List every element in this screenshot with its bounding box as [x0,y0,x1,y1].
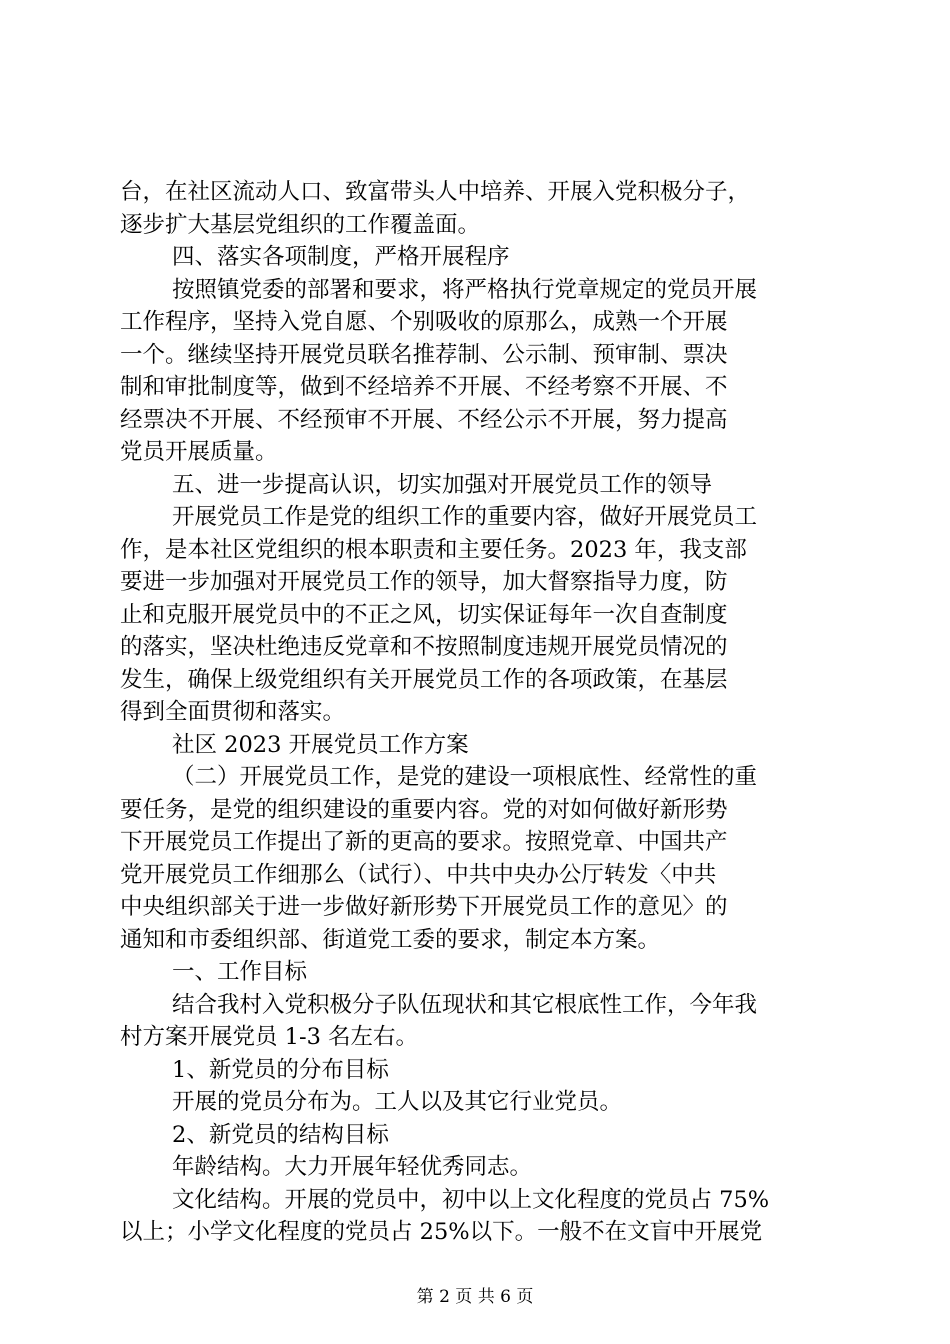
section-heading: 五、进一步提高认识，切实加强对开展党员工作的领导 [172,471,713,498]
text-line: 逐步扩大基层党组织的工作覆盖面。 [120,211,481,238]
text-line: 以上；小学文化程度的党员占 25%以下。一般不在文盲中开展党 [120,1219,763,1245]
text-line: 经票决不开展、不经预审不开展、不经公示不开展，努力提高 [120,406,728,433]
page-number-footer: 第 2 页 共 6 页 [416,1287,534,1307]
text-line: 党开展党员工作细那么（试行）、中共中央办公厅转发〈中共 [120,861,717,888]
text-line: 要进一步加强对开展党员工作的领导，加大督察指导力度，防 [120,569,728,595]
section-heading: 一、工作目标 [172,959,308,985]
text-line: 得到全面贯彻和落实。 [120,699,346,725]
paragraph-start-line: （二）开展党员工作，是党的建设一项根底性、经常性的重 [172,764,758,790]
paragraph-start-line: 开展党员工作是党的组织工作的重要内容，做好开展党员工 [172,504,758,530]
text-line: 发生，确保上级党组织有关开展党员工作的各项政策，在基层 [120,666,728,693]
text-line: 村方案开展党员 1-3 名左右。 [120,1024,419,1050]
paragraph-start-line: 年龄结构。大力开展年轻优秀同志。 [172,1154,533,1180]
paragraph-start-line: 按照镇党委的部署和要求，将严格执行党章规定的党员开展 [172,276,758,303]
text-line: 制和审批制度等，做到不经培养不开展、不经考察不开展、不 [120,374,728,400]
text-line: 党员开展质量。 [120,439,278,465]
text-line: 止和克服开展党员中的不正之风，切实保证每年一次自查制度 [120,601,728,628]
text-line: 要任务，是党的组织建设的重要内容。党的对如何做好新形势 [120,796,728,823]
subsection-heading: 2、新党员的结构目标 [172,1121,389,1148]
text-line: 的落实，坚决杜绝违反党章和不按照制度违规开展党员情况的 [120,634,728,660]
text-line: 台，在社区流动人口、致富带头人中培养、开展入党积极分子， [120,179,751,205]
document-subtitle: 社区 2023 开展党员工作方案 [172,731,469,758]
paragraph-start-line: 结合我村入党积极分子队伍现状和其它根底性工作，今年我 [172,991,758,1018]
paragraph-start-line: 文化结构。开展的党员中，初中以上文化程度的党员占 75% [172,1186,770,1213]
text-line: 下开展党员工作提出了新的更高的要求。按照党章、中国共产 [120,829,728,855]
text-line: 一个。继续坚持开展党员联名推荐制、公示制、预审制、票决 [120,341,728,368]
section-heading: 四、落实各项制度，严格开展程序 [172,244,510,270]
paragraph-start-line: 开展的党员分布为。工人以及其它行业党员。 [172,1089,623,1115]
text-line: 作，是本社区党组织的根本职责和主要任务。2023 年，我支部 [120,536,747,563]
document-body [120,176,833,1249]
text-line: 通知和市委组织部、街道党工委的要求，制定本方案。 [120,926,661,953]
subsection-heading: 1、新党员的分布目标 [172,1056,389,1083]
text-line: 工作程序，坚持入党自愿、个别吸收的原那么，成熟一个开展 [120,309,728,335]
text-line: 中央组织部关于进一步做好新形势下开展党员工作的意见〉的 [120,894,728,920]
